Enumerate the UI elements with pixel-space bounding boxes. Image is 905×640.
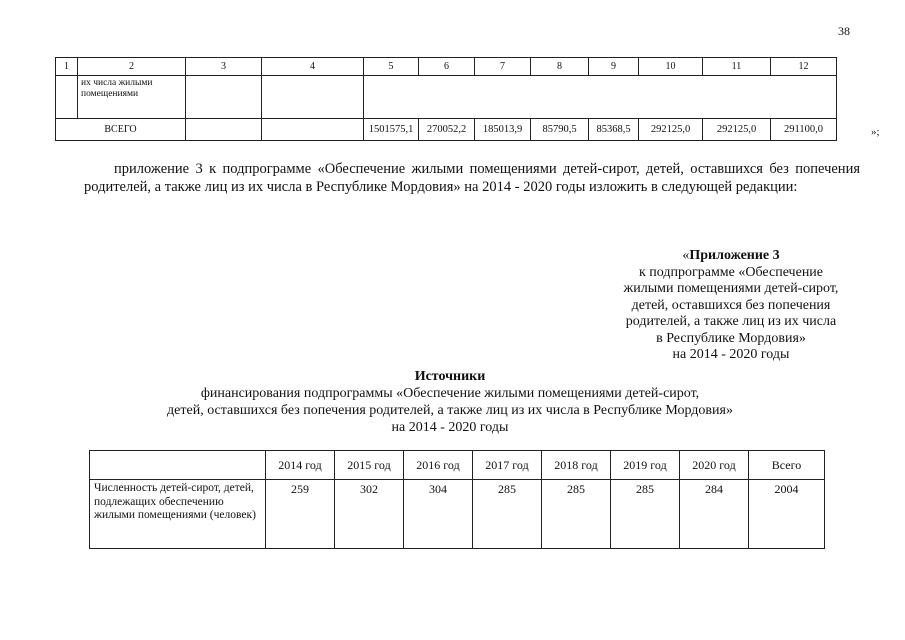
total-value: 185013,9 bbox=[475, 119, 531, 141]
header-cell: 2018 год bbox=[542, 451, 611, 480]
table-cell: 284 bbox=[680, 480, 749, 549]
table-cell bbox=[56, 76, 78, 119]
header-cell: 2020 год bbox=[680, 451, 749, 480]
table-cell: 302 bbox=[335, 480, 404, 549]
total-label: ВСЕГО bbox=[56, 119, 186, 141]
table-cell: 304 bbox=[404, 480, 473, 549]
table-header-row bbox=[90, 451, 825, 480]
appendix-line: на 2014 - 2020 годы bbox=[672, 347, 790, 362]
paragraph-text: приложение 3 к подпрограмме «Обеспечение жилыми помещениями детей-сирот, детей, оставшихся без попечения родителей, а также лиц из их числа в Республике Мордовия» на 2014 - 2020 годы изложить в следующей редакции: bbox=[84, 161, 860, 195]
header-cell: 6 bbox=[419, 58, 475, 76]
appendix-line: жилыми помещениями детей-сирот, bbox=[623, 281, 839, 296]
total-value: 292125,0 bbox=[639, 119, 703, 141]
header-cell: 2 bbox=[78, 58, 186, 76]
table-cell bbox=[186, 119, 262, 141]
table-cell: 285 bbox=[542, 480, 611, 549]
header-cell: 3 bbox=[186, 58, 262, 76]
header-cell: 8 bbox=[531, 58, 589, 76]
header-cell: 1 bbox=[56, 58, 78, 76]
header-cell: 2017 год bbox=[473, 451, 542, 480]
table-cell bbox=[262, 119, 364, 141]
appendix-line: детей, оставшихся без попечения bbox=[631, 297, 831, 313]
closing-quote-mark: »; bbox=[871, 126, 880, 138]
header-cell: 2016 год bbox=[404, 451, 473, 480]
appendix-block bbox=[600, 248, 862, 364]
header-cell: 4 bbox=[262, 58, 364, 76]
table-cell: 285 bbox=[473, 480, 542, 549]
header-cell: 2015 год bbox=[335, 451, 404, 480]
heading-line: на 2014 - 2020 годы bbox=[391, 420, 509, 435]
section-heading bbox=[120, 368, 780, 436]
header-cell bbox=[90, 451, 266, 480]
appendix-line: к подпрограмме «Обеспечение bbox=[638, 264, 824, 280]
table-cell bbox=[262, 76, 364, 119]
table-cell: 285 bbox=[611, 480, 680, 549]
header-cell: Всего bbox=[749, 451, 825, 480]
header-cell: 5 bbox=[364, 58, 419, 76]
total-value: 270052,2 bbox=[419, 119, 475, 141]
table-row bbox=[56, 76, 837, 119]
row-label: Численность детей-сирот, детей, подлежащих обеспечению жилыми помещениями (человек) bbox=[90, 480, 266, 549]
table-cell bbox=[186, 76, 262, 119]
financing-table bbox=[89, 450, 825, 549]
table-header-row bbox=[56, 58, 837, 76]
total-value: 291100,0 bbox=[771, 119, 837, 141]
header-cell: 7 bbox=[475, 58, 531, 76]
appendix-line: родителей, а также лиц из их числа bbox=[625, 314, 837, 329]
note-cell: их числа жилыми помещениями bbox=[78, 76, 186, 119]
table-cell bbox=[364, 76, 837, 119]
page-number: 38 bbox=[838, 24, 850, 38]
heading-title: Источники bbox=[414, 369, 486, 384]
table-row bbox=[90, 480, 825, 549]
total-value: 1501575,1 bbox=[364, 119, 419, 141]
appendix-line: в Республике Мордовия» bbox=[656, 330, 806, 346]
header-cell: 2014 год bbox=[266, 451, 335, 480]
continuation-table bbox=[55, 57, 837, 141]
header-cell: 11 bbox=[703, 58, 771, 76]
total-value: 292125,0 bbox=[703, 119, 771, 141]
total-value: 85368,5 bbox=[589, 119, 639, 141]
total-row bbox=[56, 119, 837, 141]
body-paragraph bbox=[84, 160, 860, 196]
header-cell: 9 bbox=[589, 58, 639, 76]
heading-line: детей, оставшихся без попечения родителей, а также лиц из их числа в Республике Мордовия» bbox=[167, 403, 733, 418]
header-cell: 2019 год bbox=[611, 451, 680, 480]
header-cell: 12 bbox=[771, 58, 837, 76]
table-cell: 2004 bbox=[749, 480, 825, 549]
appendix-title: «Приложение 3 bbox=[682, 248, 780, 263]
total-value: 85790,5 bbox=[531, 119, 589, 141]
table-cell: 259 bbox=[266, 480, 335, 549]
header-cell: 10 bbox=[639, 58, 703, 76]
heading-line: финансирования подпрограммы «Обеспечение жилыми помещениями детей-сирот, bbox=[200, 386, 700, 401]
